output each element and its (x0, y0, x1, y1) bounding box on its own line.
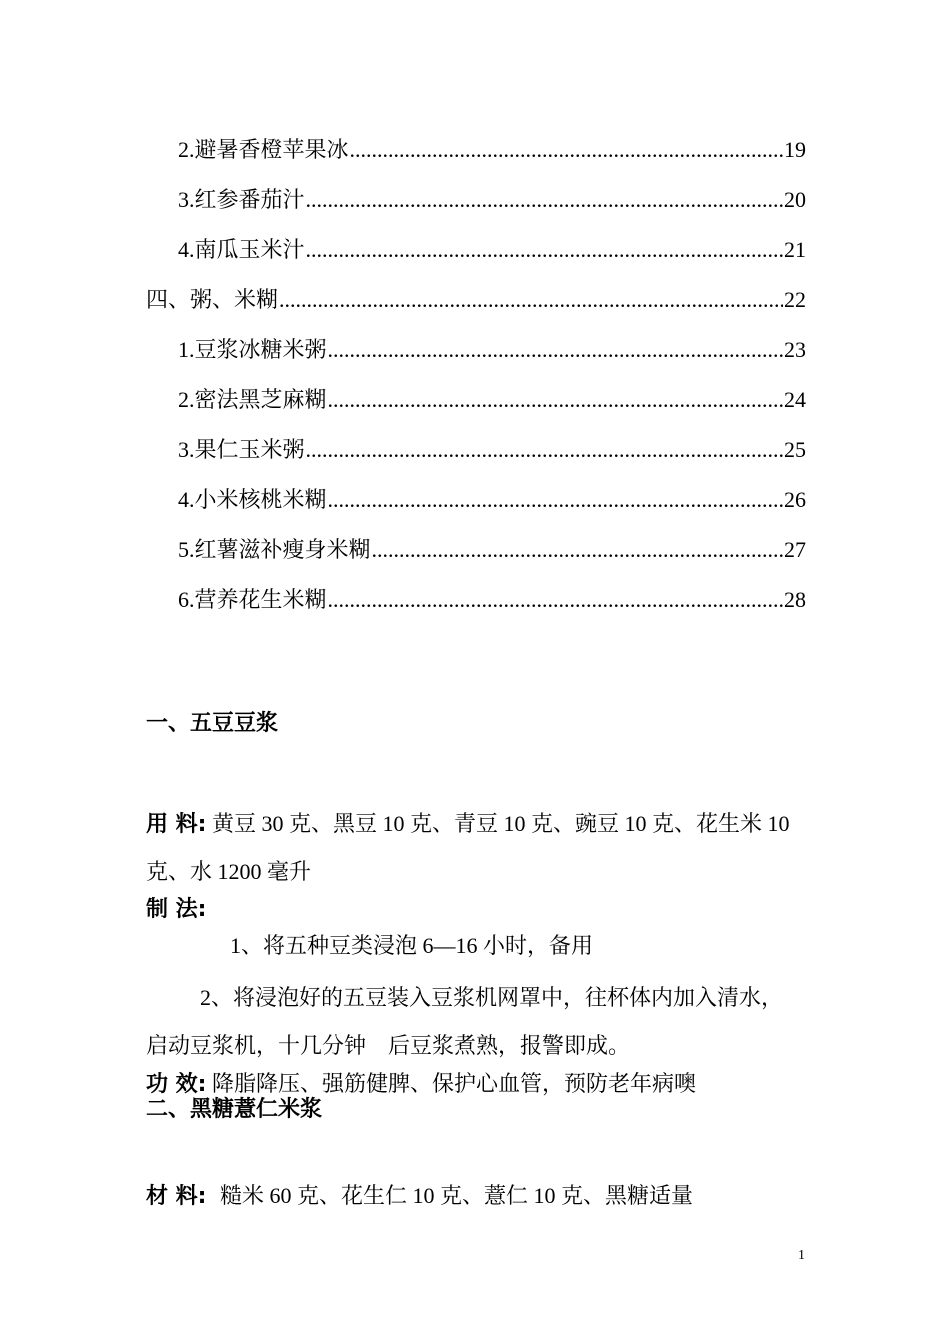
ingredients-text: 黄豆 30 克、黑豆 10 克、青豆 10 克、豌豆 10 克、花生米 10 (211, 811, 790, 836)
method-label: 制 法: (146, 897, 207, 922)
toc-entry-page: 20 (784, 187, 806, 212)
toc-entry-label: 4.小米核桃米糊 (178, 487, 327, 512)
toc-entry[interactable] (178, 336, 806, 364)
page-number: 1 (798, 1248, 805, 1263)
toc-entry-label: 6.营养花生米糊 (178, 587, 327, 612)
toc-entry[interactable] (178, 486, 806, 514)
toc-leader-dots (328, 386, 783, 414)
toc-entry-label: 四、粥、米糊 (146, 287, 279, 312)
toc-leader-dots (328, 486, 783, 514)
toc-entry-page: 25 (784, 437, 806, 462)
materials-text: 糙米 60 克、花生仁 10 克、薏仁 10 克、黑糖适量 (219, 1183, 693, 1208)
toc-leader-dots (306, 186, 783, 214)
toc-entry-page: 21 (784, 237, 806, 262)
toc-leader-dots (306, 236, 783, 264)
ingredients-continuation: 克、水 1200 毫升 (146, 859, 312, 884)
toc-entry-label: 2.密法黑芝麻糊 (178, 387, 327, 412)
toc-entry[interactable] (178, 136, 806, 164)
toc-entry[interactable] (146, 286, 806, 314)
toc-entry-page: 24 (784, 387, 806, 412)
method-step-2-continuation: 启动豆浆机，十几分钟 后豆浆煮熟，报警即成。 (146, 1033, 631, 1058)
method-step-1: 1、将五种豆类浸泡 6—16 小时，备用 (230, 933, 594, 958)
toc-entry-label: 1.豆浆冰糖米粥 (178, 337, 327, 362)
ingredients-paragraph (146, 810, 789, 839)
toc-entry-page: 26 (784, 487, 806, 512)
effect-label: 功 效: (146, 1072, 207, 1097)
toc-leader-dots (306, 436, 783, 464)
toc-entry-page: 19 (784, 137, 806, 162)
materials-paragraph (146, 1182, 693, 1211)
effect-paragraph (146, 1070, 696, 1099)
toc-entry-label: 4.南瓜玉米汁 (178, 237, 305, 262)
ingredients-label: 用 料: (146, 812, 207, 837)
toc-leader-dots (372, 536, 783, 564)
toc-entry-label: 5.红薯滋补瘦身米糊 (178, 537, 371, 562)
toc-leader-dots (279, 286, 783, 314)
toc-entry[interactable] (178, 586, 806, 614)
effect-text: 降脂降压、强筋健脾、保护心血管，预防老年病噢 (211, 1071, 696, 1096)
method-step-2: 2、将浸泡好的五豆装入豆浆机网罩中，往杯体内加入清水， (200, 985, 784, 1010)
toc-entry-page: 28 (784, 587, 806, 612)
materials-label: 材 料: (146, 1184, 207, 1209)
toc-entry[interactable] (178, 236, 806, 264)
toc-entry[interactable] (178, 536, 806, 564)
toc-entry-label: 2.避暑香橙苹果冰 (178, 137, 349, 162)
toc-entry-label: 3.红参番茄汁 (178, 187, 305, 212)
toc-entry-page: 27 (784, 537, 806, 562)
toc-entry[interactable] (178, 436, 806, 464)
section-heading: 一、五豆豆浆 (146, 711, 279, 736)
toc-entry-page: 22 (784, 287, 806, 312)
toc-entry-page: 23 (784, 337, 806, 362)
toc-entry-label: 3.果仁玉米粥 (178, 437, 305, 462)
toc-leader-dots (328, 336, 783, 364)
toc-entry[interactable] (178, 386, 806, 414)
section-heading: 二、黑糖薏仁米浆 (146, 1097, 323, 1122)
toc-entry[interactable] (178, 186, 806, 214)
toc-leader-dots (328, 586, 783, 614)
toc-leader-dots (350, 136, 783, 164)
